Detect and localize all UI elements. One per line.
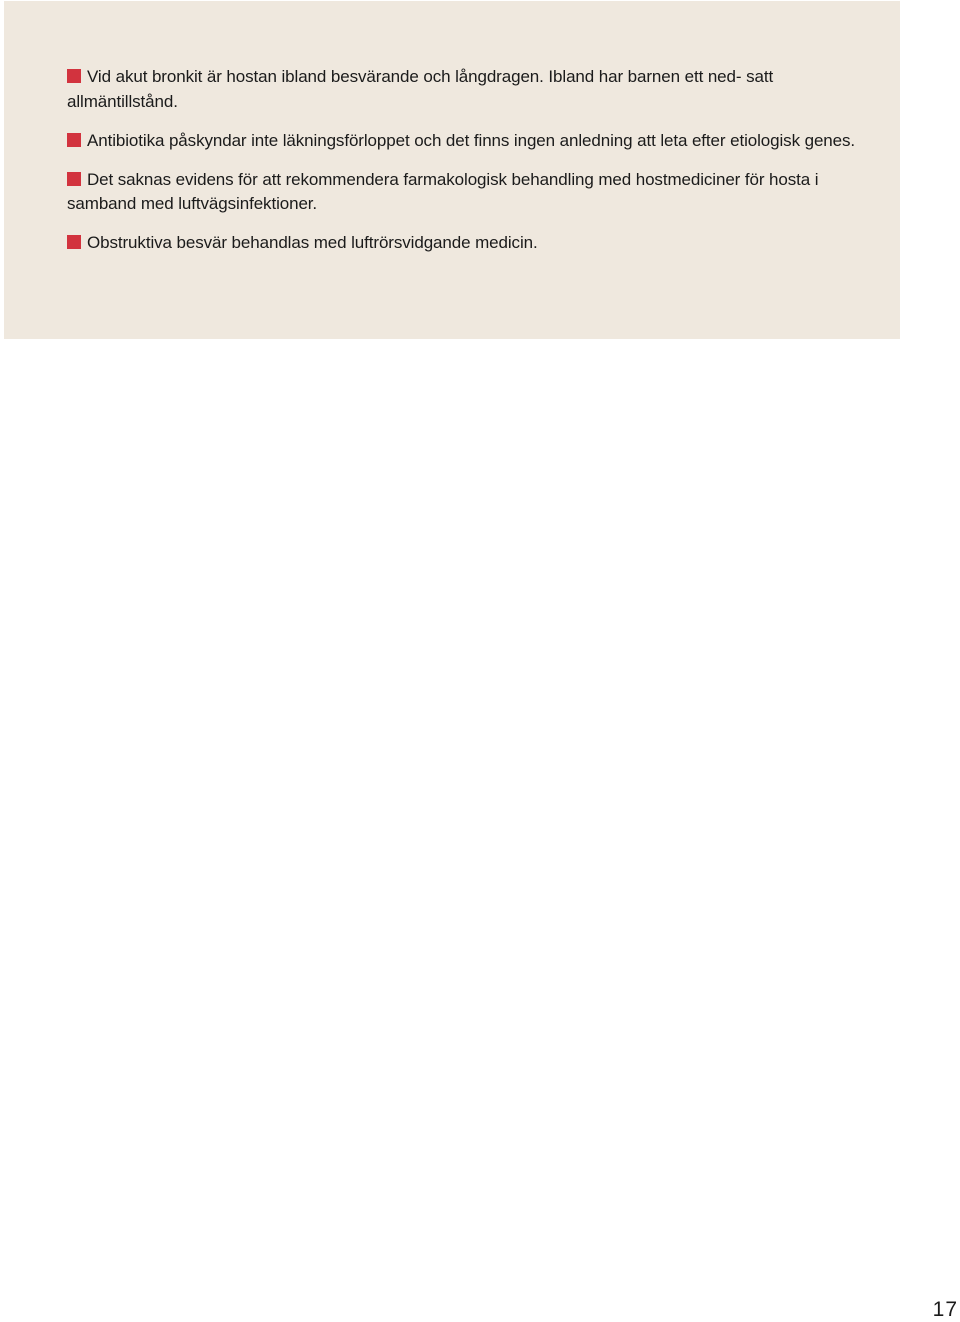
square-bullet-icon [67,133,81,147]
list-item [67,168,857,217]
list-item [67,231,857,256]
square-bullet-icon [67,172,81,186]
list-item [67,65,857,114]
summary-box [4,1,900,339]
square-bullet-icon [67,69,81,83]
page-number: 17 [932,1298,958,1321]
bullet-list [67,65,857,270]
bullet-text: Antibiotika påskyndar inte läkningsförloppet och det finns ingen anledning att leta efter etiologisk genes. [87,130,856,150]
list-item [67,129,857,154]
bullet-text: Vid akut bronkit är hostan ibland besvärande och långdragen. Ibland har barnen ett ned- satt allmäntillstånd. [67,67,774,111]
bullet-text: Obstruktiva besvär behandlas med luftrörsvidgande medicin. [87,233,538,252]
square-bullet-icon [67,235,81,249]
bullet-text: Det saknas evidens för att rekommendera farmakologisk behandling med hostmediciner för hosta i samband med luftvägsinfektioner. [67,169,819,213]
